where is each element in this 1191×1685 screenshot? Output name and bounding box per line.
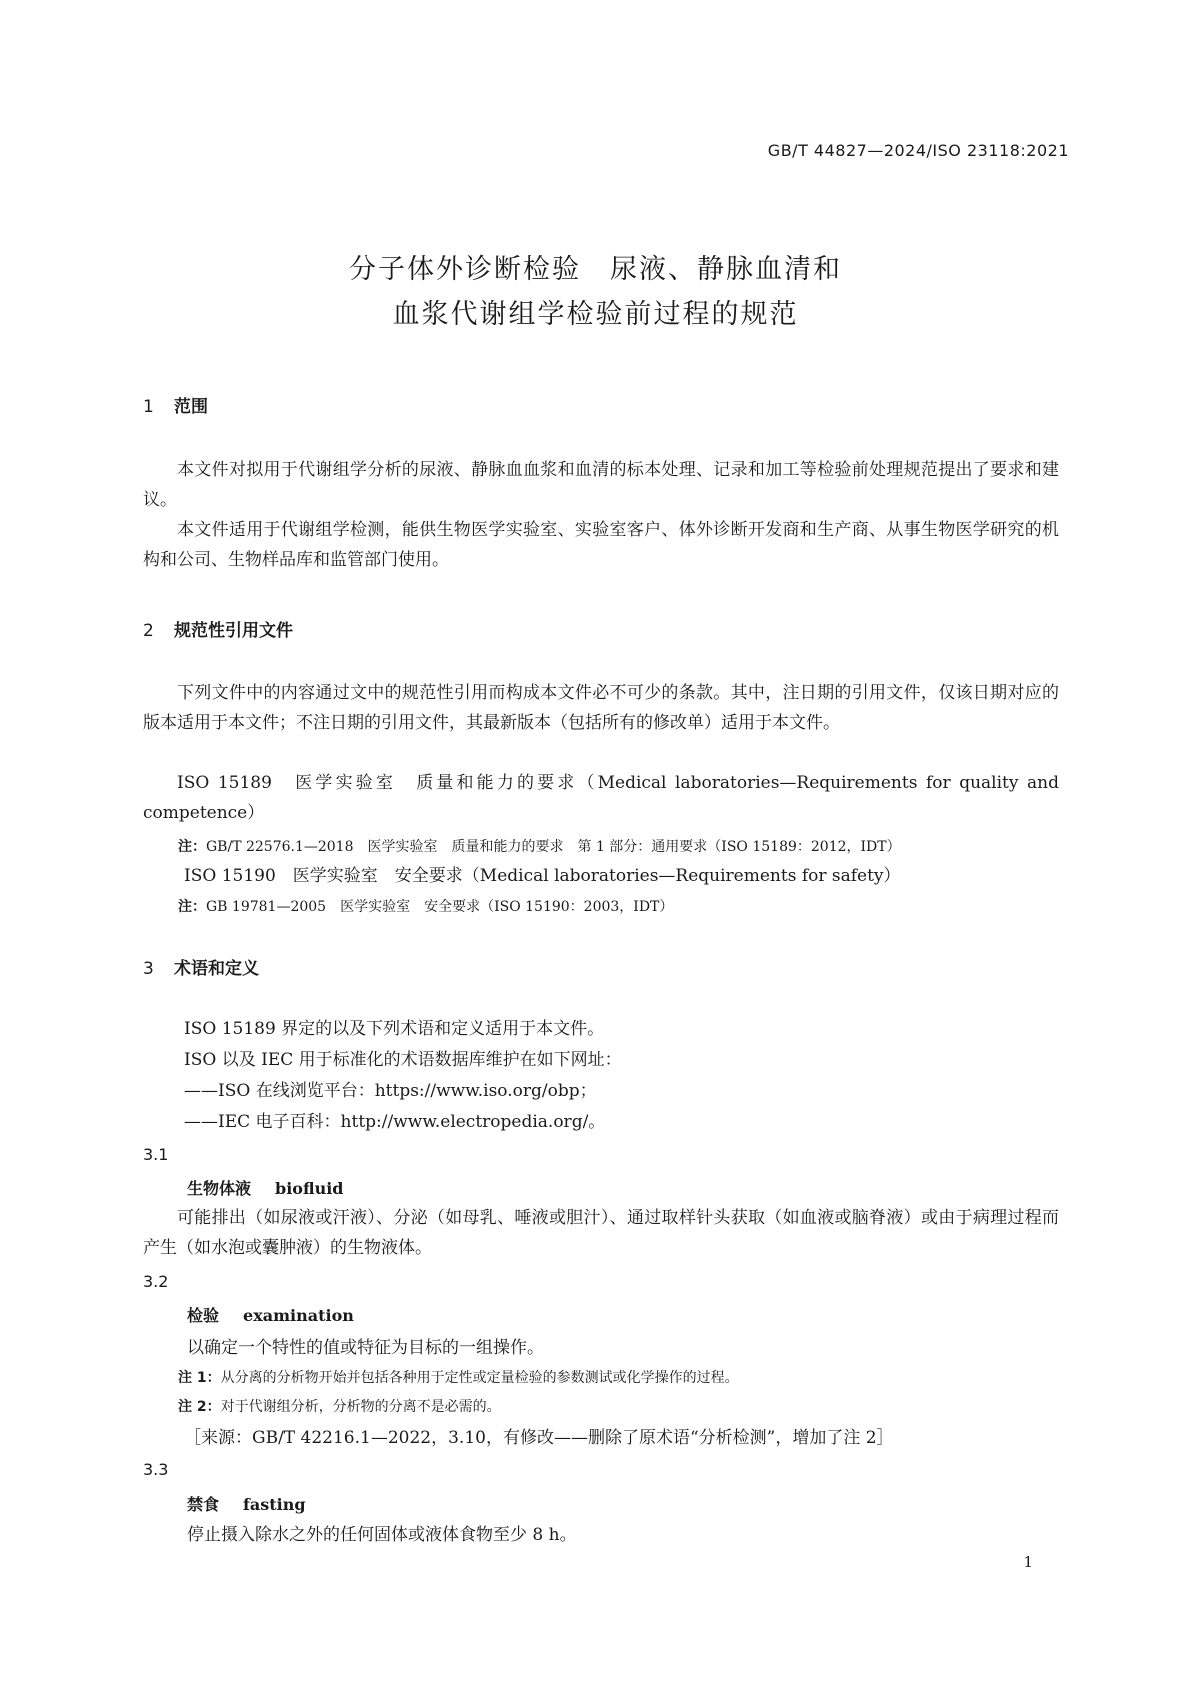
term-examination xyxy=(187,1303,354,1326)
term-number-3-2: 3.2 xyxy=(143,1272,169,1291)
term-biofluid xyxy=(187,1176,343,1199)
term-definition-biofluid: 可能排出（如尿液或汗液）、分泌（如母乳、唾液或胆汁）、通过取样针头获取（如血液或脑脊液）或由于病理过程而产生（如水泡或囊肿液）的生物液体。 xyxy=(143,1208,1059,1258)
term-source-examination: ［来源：GB/T 42216.1—2022，3.10，有修改——删除了原术语“分析检测”，增加了注 2］ xyxy=(184,1428,894,1448)
iec-electropedia-link-line: ——IEC 电子百科：http://www.electropedia.org/。 xyxy=(184,1112,606,1132)
section-title: 规范性引用文件 xyxy=(174,621,293,641)
normative-reference-iso-15189: ISO 15189 医学实验室 质量和能力的要求（Medical laboratories—Requirements for quality and competence） xyxy=(143,773,1059,823)
iso-obp-link-line: ——ISO 在线浏览平台：https://www.iso.org/obp； xyxy=(184,1081,597,1101)
section-title: 范围 xyxy=(174,397,208,417)
document-title-line-1: 分子体外诊断检验 尿液、静脉血清和 xyxy=(349,254,842,285)
note-text: 对于代谢组分析，分析物的分离不是必需的。 xyxy=(220,1399,501,1415)
term-definition-examination: 以确定一个特性的值或特征为目标的一组操作。 xyxy=(187,1338,544,1358)
term-zh: 检验 xyxy=(187,1306,220,1325)
note-text: 从分离的分析物开始并包括各种用于定性或定量检验的参数测试或化学操作的过程。 xyxy=(220,1370,739,1386)
reference-note-2 xyxy=(178,896,673,916)
term-zh: 生物体液 xyxy=(187,1179,252,1198)
page-number: 1 xyxy=(1023,1553,1033,1571)
section-2-paragraph-1: 下列文件中的内容通过文中的规范性引用而构成本文件必不可少的条款。其中，注日期的引用文件，仅该日期对应的版本适用于本文件；不注日期的引用文件，其最新版本（包括所有的修改单）适用于本文件。 xyxy=(143,683,1059,733)
term-note-2 xyxy=(178,1396,501,1416)
terms-intro-line-2: ISO 以及 IEC 用于标准化的术语数据库维护在如下网址： xyxy=(184,1050,622,1070)
reference-note-1 xyxy=(178,836,901,856)
term-note-1 xyxy=(178,1367,739,1387)
note-label: 注： xyxy=(178,899,206,915)
term-en: examination xyxy=(243,1306,354,1325)
term-fasting xyxy=(187,1492,306,1515)
note-label: 注 1： xyxy=(178,1370,221,1386)
terms-intro-line-1: ISO 15189 界定的以及下列术语和定义适用于本文件。 xyxy=(184,1019,605,1039)
note-text: GB/T 22576.1—2018 医学实验室 质量和能力的要求 第 1 部分：通用要求（ISO 15189：2012，IDT） xyxy=(206,839,901,855)
note-label: 注 2： xyxy=(178,1399,221,1415)
section-1-paragraph-2: 本文件适用于代谢组学检测，能供生物医学实验室、实验室客户、体外诊断开发商和生产商、从事生物医学研究的机构和公司、生物样品库和监管部门使用。 xyxy=(143,520,1059,570)
section-2-heading xyxy=(143,616,293,641)
document-title-line-2: 血浆代谢组学检验前过程的规范 xyxy=(392,299,799,330)
note-text: GB 19781—2005 医学实验室 安全要求（ISO 15190：2003，IDT） xyxy=(206,899,674,915)
section-number: 3 xyxy=(143,959,154,979)
section-1-heading xyxy=(143,392,208,417)
note-label: 注： xyxy=(178,839,206,855)
normative-reference-iso-15190: ISO 15190 医学实验室 安全要求（Medical laboratories—Requirements for safety） xyxy=(184,866,901,886)
term-en: fasting xyxy=(243,1495,306,1514)
standard-code: GB/T 44827—2024/ISO 23118:2021 xyxy=(767,141,1069,160)
term-number-3-1: 3.1 xyxy=(143,1145,169,1164)
term-zh: 禁食 xyxy=(187,1495,220,1514)
term-definition-fasting: 停止摄入除水之外的任何固体或液体食物至少 8 h。 xyxy=(187,1525,577,1545)
section-number: 2 xyxy=(143,621,154,641)
section-number: 1 xyxy=(143,397,154,417)
term-en: biofluid xyxy=(275,1179,344,1198)
term-number-3-3: 3.3 xyxy=(143,1460,169,1479)
section-1-paragraph-1: 本文件对拟用于代谢组学分析的尿液、静脉血血浆和血清的标本处理、记录和加工等检验前处理规范提出了要求和建议。 xyxy=(143,460,1059,510)
section-title: 术语和定义 xyxy=(174,959,259,979)
section-3-heading xyxy=(143,954,259,979)
